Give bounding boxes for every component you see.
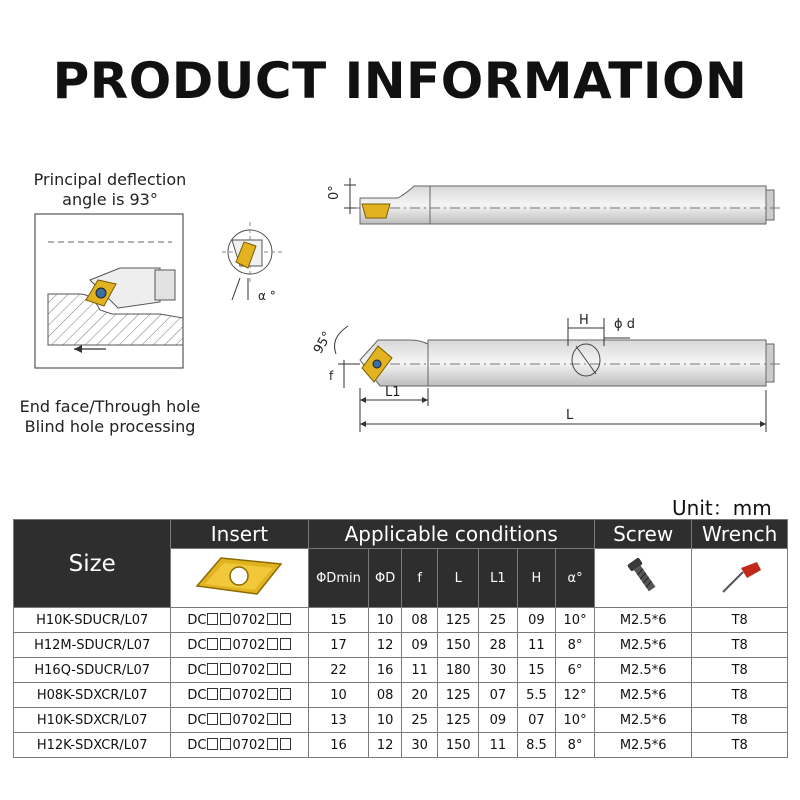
blank-box (207, 713, 218, 725)
screw-cell: M2.5*6 (594, 733, 691, 758)
blank-box (207, 638, 218, 650)
wrench-cell: T8 (692, 683, 788, 708)
section-sketch (35, 214, 183, 368)
d-cell: 10 (369, 708, 401, 733)
wrench-cell: T8 (692, 708, 788, 733)
angle-95-label: 95° (310, 329, 336, 357)
insert-code-cell (171, 658, 308, 683)
alpha-cell: 8° (556, 733, 595, 758)
f-cell: 11 (401, 658, 438, 683)
size-cell: H08K-SDXCR/L07 (14, 683, 171, 708)
wrench-cell: T8 (692, 608, 788, 633)
blank-box (207, 613, 218, 625)
insert-code-mid: 0702 (232, 712, 266, 728)
alpha-cell: 12° (556, 683, 595, 708)
blank-box (220, 713, 231, 725)
h-cell: 11 (517, 633, 556, 658)
dmin-cell: 13 (308, 708, 369, 733)
blank-box (220, 688, 231, 700)
h-cell: 8.5 (517, 733, 556, 758)
insert-code-mid: 0702 (232, 612, 266, 628)
insert-code-cell (171, 683, 308, 708)
blank-box (267, 688, 278, 700)
blank-box (280, 613, 291, 625)
screw-image (594, 549, 691, 608)
caption-deflection-line1: Principal deflection (33, 170, 187, 189)
l1-cell: 28 (479, 633, 518, 658)
d-cell: 12 (369, 733, 401, 758)
col-d: ΦD (369, 549, 401, 608)
insert-code-cell (171, 608, 308, 633)
screw-cell: M2.5*6 (594, 608, 691, 633)
h-cell: 07 (517, 708, 556, 733)
page-title: PRODUCT INFORMATION (52, 52, 748, 110)
f-cell: 25 (401, 708, 438, 733)
caption-deflection-line2: angle is 93° (62, 190, 158, 209)
caption-processing-line1: End face/Through hole (19, 397, 201, 416)
l-cell: 150 (438, 733, 479, 758)
dmin-cell: 10 (308, 683, 369, 708)
unit-label: Unit：mm (672, 496, 772, 520)
screw-icon (623, 554, 663, 598)
col-dmin: ΦDmin (308, 549, 369, 608)
l1-cell: 09 (479, 708, 518, 733)
h-dim-label: H (579, 313, 589, 328)
l-cell: 125 (438, 708, 479, 733)
col-l: L (438, 549, 479, 608)
blank-box (280, 713, 291, 725)
d-cell: 16 (369, 658, 401, 683)
table-row (14, 683, 788, 708)
l-cell: 125 (438, 683, 479, 708)
alpha-cell: 6° (556, 658, 595, 683)
h-cell: 09 (517, 608, 556, 633)
l1-cell: 25 (479, 608, 518, 633)
blank-box (220, 738, 231, 750)
col-h: H (517, 549, 556, 608)
insert-code-prefix: DC (187, 637, 207, 653)
tool-side-view (311, 313, 780, 432)
f-cell: 20 (401, 683, 438, 708)
blank-box (220, 638, 231, 650)
insert-code-prefix: DC (187, 687, 207, 703)
size-cell: H10K-SDUCR/L07 (14, 608, 171, 633)
blank-box (207, 738, 218, 750)
f-cell: 08 (401, 608, 438, 633)
size-cell: H10K-SDXCR/L07 (14, 708, 171, 733)
table-row (14, 733, 788, 758)
insert-icon (191, 554, 287, 598)
col-alpha: α° (556, 549, 595, 608)
spec-table (13, 519, 788, 758)
size-cell: H12K-SDXCR/L07 (14, 733, 171, 758)
screw-header: Screw (594, 520, 691, 549)
phi-d-label: ϕ d (614, 317, 635, 332)
blank-box (267, 663, 278, 675)
h-cell: 5.5 (517, 683, 556, 708)
blank-box (207, 663, 218, 675)
d-cell: 10 (369, 608, 401, 633)
f-cell: 30 (401, 733, 438, 758)
d-cell: 12 (369, 633, 401, 658)
l1-label: L1 (385, 385, 401, 400)
screw-cell: M2.5*6 (594, 633, 691, 658)
insert-code-prefix: DC (187, 662, 207, 678)
blank-box (267, 713, 278, 725)
blank-box (280, 663, 291, 675)
screw-cell: M2.5*6 (594, 683, 691, 708)
insert-code-mid: 0702 (232, 687, 266, 703)
blank-box (207, 688, 218, 700)
alpha-label: α ° (258, 289, 276, 303)
l1-cell: 11 (479, 733, 518, 758)
size-cell: H16Q-SDUCR/L07 (14, 658, 171, 683)
blank-box (220, 613, 231, 625)
size-header: Size (14, 520, 171, 608)
l1-cell: 07 (479, 683, 518, 708)
l-cell: 150 (438, 633, 479, 658)
conditions-header: Applicable conditions (308, 520, 594, 549)
insert-code-cell (171, 733, 308, 758)
insert-code-cell (171, 633, 308, 658)
f-cell: 09 (401, 633, 438, 658)
tool-top-view (327, 178, 780, 224)
insert-code-cell (171, 708, 308, 733)
alpha-cell: 10° (556, 708, 595, 733)
table-row (14, 658, 788, 683)
size-cell: H12M-SDUCR/L07 (14, 633, 171, 658)
caption-processing-line2: Blind hole processing (24, 417, 196, 436)
dmin-cell: 22 (308, 658, 369, 683)
l-label: L (566, 408, 574, 423)
d-cell: 08 (369, 683, 401, 708)
insert-code-mid: 0702 (232, 662, 266, 678)
spec-table-body (14, 608, 788, 758)
f-label: f (329, 369, 334, 383)
blank-box (267, 613, 278, 625)
insert-code-mid: 0702 (232, 737, 266, 753)
l-cell: 125 (438, 608, 479, 633)
insert-code-prefix: DC (187, 612, 207, 628)
blank-box (280, 638, 291, 650)
dmin-cell: 15 (308, 608, 369, 633)
table-row (14, 633, 788, 658)
insert-header: Insert (171, 520, 308, 549)
l1-cell: 30 (479, 658, 518, 683)
col-f: f (401, 549, 438, 608)
dmin-cell: 16 (308, 733, 369, 758)
blank-box (280, 688, 291, 700)
wrench-cell: T8 (692, 733, 788, 758)
alpha-cell: 8° (556, 633, 595, 658)
table-row (14, 708, 788, 733)
zero-label: 0° (327, 185, 342, 200)
wrench-icon (715, 554, 765, 598)
insert-image (171, 549, 308, 608)
wrench-image (692, 549, 788, 608)
l-cell: 180 (438, 658, 479, 683)
insert-code-mid: 0702 (232, 637, 266, 653)
insert-code-prefix: DC (187, 737, 207, 753)
blank-box (267, 738, 278, 750)
blank-box (267, 638, 278, 650)
blank-box (280, 738, 291, 750)
wrench-cell: T8 (692, 633, 788, 658)
insert-icon-top (362, 204, 390, 218)
wrench-header: Wrench (692, 520, 788, 549)
wrench-cell: T8 (692, 658, 788, 683)
dmin-cell: 17 (308, 633, 369, 658)
screw-cell: M2.5*6 (594, 708, 691, 733)
col-l1: L1 (479, 549, 518, 608)
end-view-detail (222, 222, 282, 303)
blank-box (220, 663, 231, 675)
table-row (14, 608, 788, 633)
screw-cell: M2.5*6 (594, 658, 691, 683)
alpha-cell: 10° (556, 608, 595, 633)
insert-code-prefix: DC (187, 712, 207, 728)
h-cell: 15 (517, 658, 556, 683)
